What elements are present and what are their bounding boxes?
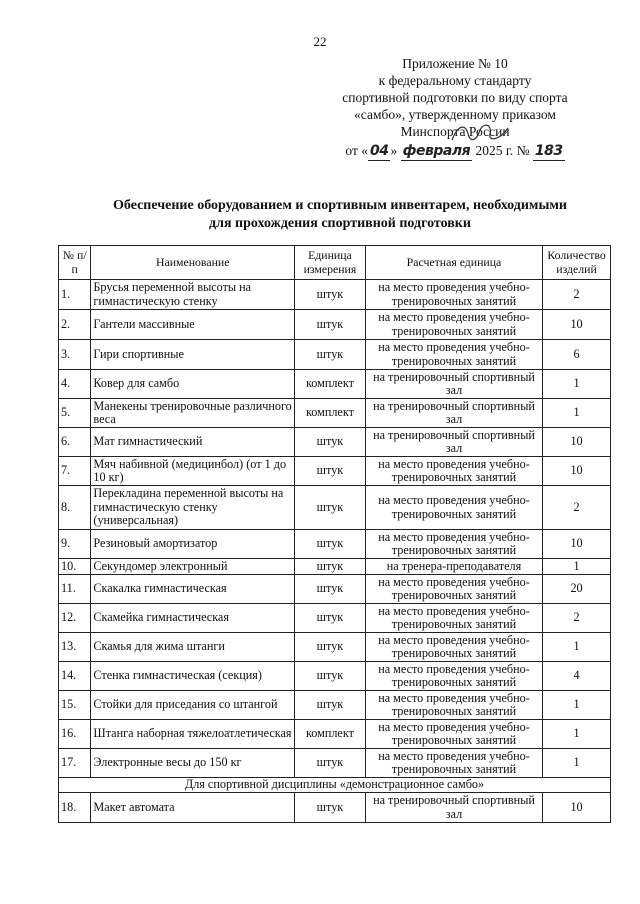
table-body xyxy=(59,280,611,823)
table-row xyxy=(59,793,611,823)
cell-unit: штук xyxy=(294,340,365,370)
cell-qty: 1 xyxy=(543,691,611,720)
cell-unit: комплект xyxy=(294,370,365,399)
cell-num: 8. xyxy=(59,486,91,530)
table-row xyxy=(59,691,611,720)
cell-calc: на тренировочный спортивный зал xyxy=(365,370,542,399)
cell-num: 10. xyxy=(59,559,91,575)
cell-name: Скамья для жима штанги xyxy=(91,633,295,662)
cell-name: Скамейка гимнастическая xyxy=(91,604,295,633)
appendix-line: «самбо», утвержденному приказом xyxy=(354,107,556,122)
table-row xyxy=(59,720,611,749)
table-row xyxy=(59,575,611,604)
cell-unit: штук xyxy=(294,280,365,310)
table-row xyxy=(59,486,611,530)
cell-num: 5. xyxy=(59,399,91,428)
cell-qty: 2 xyxy=(543,486,611,530)
cell-qty: 20 xyxy=(543,575,611,604)
cell-unit: штук xyxy=(294,691,365,720)
cell-calc: на место проведения учебно-тренировочных занятий xyxy=(365,575,542,604)
cell-name: Мат гимнастический xyxy=(91,428,295,457)
table-row xyxy=(59,399,611,428)
document-title xyxy=(60,197,620,233)
appendix-header xyxy=(330,55,580,161)
cell-num: 2. xyxy=(59,310,91,340)
cell-calc: на место проведения учебно-тренировочных занятий xyxy=(365,604,542,633)
cell-num: 3. xyxy=(59,340,91,370)
cell-qty: 10 xyxy=(543,530,611,559)
cell-unit: штук xyxy=(294,457,365,486)
cell-name: Мяч набивной (медицинбол) (от 1 до 10 кг) xyxy=(91,457,295,486)
table-row xyxy=(59,530,611,559)
header-qty: Количество изделий xyxy=(543,246,611,280)
cell-name: Гантели массивные xyxy=(91,310,295,340)
cell-calc: на место проведения учебно-тренировочных занятий xyxy=(365,720,542,749)
cell-calc: на тренировочный спортивный зал xyxy=(365,399,542,428)
cell-num: 12. xyxy=(59,604,91,633)
cell-calc: на место проведения учебно-тренировочных занятий xyxy=(365,633,542,662)
cell-name: Гири спортивные xyxy=(91,340,295,370)
cell-unit: штук xyxy=(294,604,365,633)
order-date-line xyxy=(330,142,580,161)
cell-calc: на место проведения учебно-тренировочных занятий xyxy=(365,486,542,530)
cell-num: 18. xyxy=(59,793,91,823)
title-line-1: Обеспечение оборудованием и спортивным инвентарем, необходимыми xyxy=(113,198,567,213)
cell-name: Манекены тренировочные различного веса xyxy=(91,399,295,428)
header-calc: Расчетная единица xyxy=(365,246,542,280)
inventory-table xyxy=(58,245,611,823)
handwritten-day: 04 xyxy=(370,143,389,159)
cell-calc: на место проведения учебно-тренировочных занятий xyxy=(365,749,542,778)
cell-num: 16. xyxy=(59,720,91,749)
date-mid: » xyxy=(390,143,401,158)
cell-qty: 10 xyxy=(543,428,611,457)
table-row xyxy=(59,370,611,399)
cell-calc: на место проведения учебно-тренировочных занятий xyxy=(365,662,542,691)
cell-name: Стойки для приседания со штангой xyxy=(91,691,295,720)
cell-unit: штук xyxy=(294,749,365,778)
cell-num: 17. xyxy=(59,749,91,778)
cell-qty: 1 xyxy=(543,370,611,399)
cell-name: Перекладина переменной высоты на гимнастическую стенку (универсальная) xyxy=(91,486,295,530)
cell-qty: 10 xyxy=(543,457,611,486)
table-row xyxy=(59,749,611,778)
cell-qty: 4 xyxy=(543,662,611,691)
cell-name: Резиновый амортизатор xyxy=(91,530,295,559)
cell-name: Ковер для самбо xyxy=(91,370,295,399)
date-prefix: от « xyxy=(345,143,368,158)
title-line-2: для прохождения спортивной подготовки xyxy=(209,216,471,231)
date-year: 2025 г. № xyxy=(475,143,530,158)
cell-num: 11. xyxy=(59,575,91,604)
cell-num: 4. xyxy=(59,370,91,399)
cell-unit: комплект xyxy=(294,399,365,428)
section-title: Для спортивной дисциплины «демонстрационное самбо» xyxy=(59,778,611,793)
table-row xyxy=(59,633,611,662)
cell-name: Секундомер электронный xyxy=(91,559,295,575)
cell-calc: на место проведения учебно-тренировочных занятий xyxy=(365,310,542,340)
cell-unit: штук xyxy=(294,633,365,662)
cell-unit: штук xyxy=(294,793,365,823)
table-row xyxy=(59,604,611,633)
cell-num: 14. xyxy=(59,662,91,691)
header-num: № п/п xyxy=(59,246,91,280)
cell-calc: на тренировочный спортивный зал xyxy=(365,793,542,823)
cell-qty: 1 xyxy=(543,559,611,575)
cell-name: Брусья переменной высоты на гимнастическую стенку xyxy=(91,280,295,310)
cell-num: 1. xyxy=(59,280,91,310)
cell-qty: 1 xyxy=(543,633,611,662)
table-row xyxy=(59,457,611,486)
header-unit: Единица измерения xyxy=(294,246,365,280)
cell-unit: штук xyxy=(294,575,365,604)
cell-qty: 1 xyxy=(543,399,611,428)
cell-name: Скакалка гимнастическая xyxy=(91,575,295,604)
appendix-line: Приложение № 10 xyxy=(402,56,508,71)
cell-qty: 1 xyxy=(543,749,611,778)
cell-calc: на место проведения учебно-тренировочных занятий xyxy=(365,530,542,559)
cell-calc: на место проведения учебно-тренировочных занятий xyxy=(365,457,542,486)
section-row xyxy=(59,778,611,793)
cell-calc: на место проведения учебно-тренировочных занятий xyxy=(365,340,542,370)
cell-name: Макет автомата xyxy=(91,793,295,823)
cell-qty: 2 xyxy=(543,604,611,633)
header-name: Наименование xyxy=(91,246,295,280)
cell-qty: 10 xyxy=(543,793,611,823)
table-row xyxy=(59,340,611,370)
appendix-line: к федеральному стандарту xyxy=(378,73,532,88)
appendix-line: Минспорта России xyxy=(400,124,510,139)
table-header-row xyxy=(59,246,611,280)
cell-calc: на тренера-преподавателя xyxy=(365,559,542,575)
cell-qty: 1 xyxy=(543,720,611,749)
cell-num: 7. xyxy=(59,457,91,486)
appendix-line: спортивной подготовки по виду спорта xyxy=(342,90,568,105)
cell-calc: на тренировочный спортивный зал xyxy=(365,428,542,457)
handwritten-month: февраля xyxy=(402,143,471,159)
table-row xyxy=(59,280,611,310)
cell-unit: штук xyxy=(294,530,365,559)
cell-unit: штук xyxy=(294,486,365,530)
handwritten-order-number: 183 xyxy=(534,143,563,159)
cell-calc: на место проведения учебно-тренировочных занятий xyxy=(365,691,542,720)
cell-qty: 2 xyxy=(543,280,611,310)
cell-unit: штук xyxy=(294,310,365,340)
cell-unit: штук xyxy=(294,662,365,691)
cell-name: Стенка гимнастическая (секция) xyxy=(91,662,295,691)
cell-num: 9. xyxy=(59,530,91,559)
table-row xyxy=(59,662,611,691)
table-row xyxy=(59,428,611,457)
cell-num: 13. xyxy=(59,633,91,662)
cell-name: Штанга наборная тяжелоатлетическая xyxy=(91,720,295,749)
cell-unit: штук xyxy=(294,559,365,575)
cell-qty: 6 xyxy=(543,340,611,370)
cell-name: Электронные весы до 150 кг xyxy=(91,749,295,778)
cell-num: 15. xyxy=(59,691,91,720)
page-number: 22 xyxy=(313,34,327,49)
table-row xyxy=(59,559,611,575)
cell-unit: комплект xyxy=(294,720,365,749)
cell-unit: штук xyxy=(294,428,365,457)
cell-calc: на место проведения учебно-тренировочных занятий xyxy=(365,280,542,310)
cell-num: 6. xyxy=(59,428,91,457)
table-row xyxy=(59,310,611,340)
cell-qty: 10 xyxy=(543,310,611,340)
